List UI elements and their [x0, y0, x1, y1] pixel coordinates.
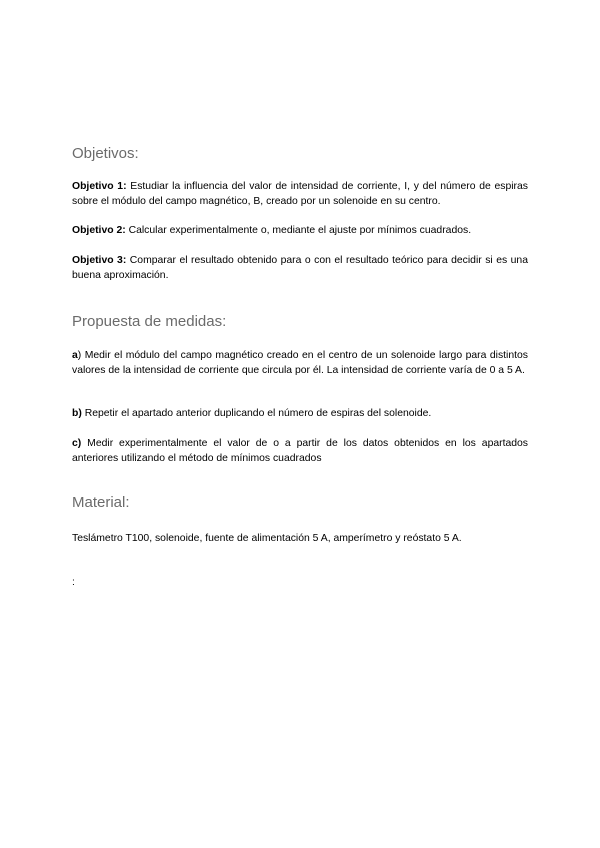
measurement-a: [72, 348, 528, 378]
measurement-a-label: a: [72, 350, 78, 361]
measurement-c-label: c): [72, 438, 82, 449]
measurement-a-text: ) Medir el módulo del campo magnético creado en el centro de un solenoide largo para distintos valores de la intensidad de corriente que circula por él. La intensidad de corriente varía de 0 a 5 A.: [72, 350, 528, 376]
measurement-b: [72, 406, 528, 421]
objective-1-label: Objetivo 1:: [72, 181, 127, 192]
measurement-b-label: b): [72, 408, 82, 419]
document-page: [72, 0, 528, 848]
measurements-heading: Propuesta de medidas:: [72, 313, 227, 330]
objective-2-label: Objetivo 2:: [72, 225, 126, 236]
objective-3-label: Objetivo 3:: [72, 255, 127, 266]
objective-2: [72, 223, 528, 238]
stray-colon-mark: :: [72, 577, 75, 588]
measurement-c-text: Medir experimentalmente el valor de o a partir de los datos obtenidos en los apartados anteriores utilizando el método de mínimos cuadrados: [72, 438, 529, 464]
measurement-c: [72, 436, 528, 466]
objectives-heading: Objetivos:: [72, 145, 139, 162]
objective-3: [72, 253, 528, 283]
objective-1-text: Estudiar la influencia del valor de intensidad de corriente, I, y del número de espiras sobre el módulo del campo magnético, B, creado por un solenoide en su centro.: [72, 181, 528, 207]
measurement-b-text: Repetir el apartado anterior duplicando el número de espiras del solenoide.: [84, 408, 432, 419]
material-text: Teslámetro T100, solenoide, fuente de alimentación 5 A, amperímetro y reóstato 5 A.: [72, 533, 462, 544]
material-heading: Material:: [72, 494, 130, 511]
objective-3-text: Comparar el resultado obtenido para o con el resultado teórico para decidir si es una buena aproximación.: [72, 255, 528, 281]
objective-1: [72, 179, 528, 209]
objective-2-text: Calcular experimentalmente o, mediante el ajuste por mínimos cuadrados.: [128, 225, 472, 236]
